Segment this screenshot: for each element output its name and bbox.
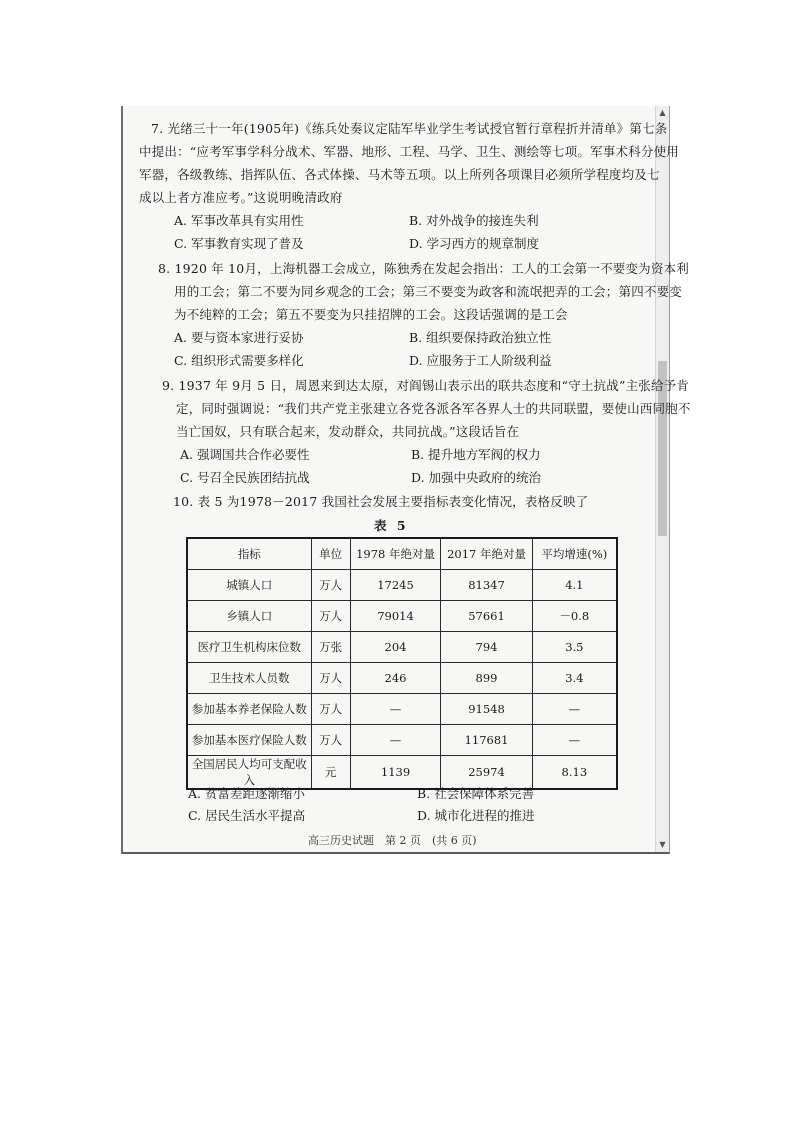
cell-unit: 万人 <box>311 570 350 601</box>
scroll-down-arrow-icon[interactable]: ▼ <box>659 840 666 849</box>
q9-stem-line-1: 9. 1937 年 9月 5 日，周恩来到达太原，对阎锡山表示出的联共态度和“守土抗战”主张给予肯 <box>162 378 690 393</box>
cell-unit: 元 <box>311 756 350 790</box>
cell-1978: — <box>350 694 441 725</box>
cell-growth: 3.4 <box>532 663 617 694</box>
cell-1978: 246 <box>350 663 441 694</box>
table-caption: 表 5 <box>374 518 409 533</box>
cell-2017: 899 <box>441 663 532 694</box>
q9-stem-line-3: 当亡国奴，只有联合起来，发动群众，共同抗战。”这段话旨在 <box>176 424 520 439</box>
q7-stem-line-1: 7. 光绪三十一年(1905年)《练兵处奏议定陆军毕业学生考试授官暂行章程折并清单》第七条 <box>151 121 668 136</box>
q9-stem-line-2: 定，同时强调说：“我们共产党主张建立各党各派各军各界人士的共同联盟，要使山西同胞不 <box>176 401 691 416</box>
table-header-row <box>187 538 617 570</box>
header-indicator: 指标 <box>187 538 311 570</box>
q9-option-c: C. 号召全民族团结抗战 <box>180 470 310 485</box>
cell-2017: 81347 <box>441 570 532 601</box>
page-footer: 高三历史试题 第 2 页 (共 6 页) <box>308 834 477 847</box>
table-row <box>187 725 617 756</box>
q9-option-b: B. 提升地方军阀的权力 <box>411 447 541 462</box>
cell-indicator: 医疗卫生机构床位数 <box>187 632 311 663</box>
q10-stem: 10. 表 5 为1978－2017 我国社会发展主要指标表变化情况，表格反映了 <box>173 494 589 509</box>
q8-stem-line-2: 用的工会；第二不要为同乡观念的工会；第三不要变为政客和流氓把弄的工会；第四不要变 <box>174 284 683 299</box>
cell-growth: — <box>532 694 617 725</box>
indicator-table <box>186 537 618 790</box>
q7-option-c: C. 军事教育实现了普及 <box>174 236 304 251</box>
q7-stem-line-4: 成以上者方准应考。”这说明晚清政府 <box>139 190 343 205</box>
q8-stem-line-3: 为不纯粹的工会；第五不要变为只挂招牌的工会。这段话强调的是工会 <box>174 307 568 322</box>
cell-2017: 25974 <box>441 756 532 790</box>
q7-option-a: A. 军事改革具有实用性 <box>174 213 304 228</box>
cell-growth: 8.13 <box>532 756 617 790</box>
q8-stem-line-1: 8. 1920 年 10月，上海机器工会成立，陈独秀在发起会指出：工人的工会第一不要变为资本利 <box>158 261 689 276</box>
q8-option-c: C. 组织形式需要多样化 <box>174 353 304 368</box>
table-row <box>187 756 617 790</box>
cell-indicator: 乡镇人口 <box>187 601 311 632</box>
table-row <box>187 694 617 725</box>
cell-unit: 万人 <box>311 694 350 725</box>
table-row <box>187 570 617 601</box>
cell-indicator: 城镇人口 <box>187 570 311 601</box>
q10-option-c: C. 居民生活水平提高 <box>188 808 306 823</box>
table-row <box>187 601 617 632</box>
q9-option-a: A. 强调国共合作必要性 <box>180 447 310 462</box>
table-row <box>187 663 617 694</box>
q10-option-a: A. 贫富差距逐渐缩小 <box>188 786 305 801</box>
q10-option-d: D. 城市化进程的推进 <box>417 808 535 823</box>
cell-growth: 3.5 <box>532 632 617 663</box>
cell-2017: 794 <box>441 632 532 663</box>
cell-growth: — <box>532 725 617 756</box>
cell-1978: 1139 <box>350 756 441 790</box>
cell-indicator: 参加基本养老保险人数 <box>187 694 311 725</box>
cell-2017: 91548 <box>441 694 532 725</box>
cell-growth: 4.1 <box>532 570 617 601</box>
cell-unit: 万人 <box>311 725 350 756</box>
header-growth: 平均增速(%) <box>532 538 617 570</box>
vertical-scrollbar[interactable] <box>655 106 669 852</box>
cell-growth: －0.8 <box>532 601 617 632</box>
q10-option-b: B. 社会保障体系完善 <box>417 786 535 801</box>
q7-option-d: D. 学习西方的规章制度 <box>409 236 540 251</box>
q9-option-d: D. 加强中央政府的统治 <box>411 470 542 485</box>
cell-indicator: 全国居民人均可支配收入 <box>187 756 311 790</box>
header-2017: 2017 年绝对量 <box>441 538 532 570</box>
q7-stem-line-2: 中提出：“应考军事学科分战术、军器、地形、工程、马学、卫生、测绘等七项。军事术科分使用 <box>139 144 679 159</box>
cell-unit: 万人 <box>311 663 350 694</box>
cell-2017: 57661 <box>441 601 532 632</box>
cell-1978: 17245 <box>350 570 441 601</box>
header-1978: 1978 年绝对量 <box>350 538 441 570</box>
cell-1978: 79014 <box>350 601 441 632</box>
cell-unit: 万张 <box>311 632 350 663</box>
q7-stem-line-3: 军器，各级教练、指挥队伍、各式体操、马术等五项。以上所列各项课目必须所学程度均及七 <box>139 167 660 182</box>
header-unit: 单位 <box>311 538 350 570</box>
cell-2017: 117681 <box>441 725 532 756</box>
cell-1978: — <box>350 725 441 756</box>
q8-option-a: A. 要与资本家进行妥协 <box>174 330 304 345</box>
q8-option-b: B. 组织要保持政治独立性 <box>409 330 552 345</box>
q7-option-b: B. 对外战争的接连失利 <box>409 213 539 228</box>
table-row <box>187 632 617 663</box>
cell-indicator: 参加基本医疗保险人数 <box>187 725 311 756</box>
cell-indicator: 卫生技术人员数 <box>187 663 311 694</box>
cell-1978: 204 <box>350 632 441 663</box>
scroll-up-arrow-icon[interactable]: ▲ <box>659 108 666 117</box>
cell-unit: 万人 <box>311 601 350 632</box>
q8-option-d: D. 应服务于工人阶级利益 <box>409 353 552 368</box>
